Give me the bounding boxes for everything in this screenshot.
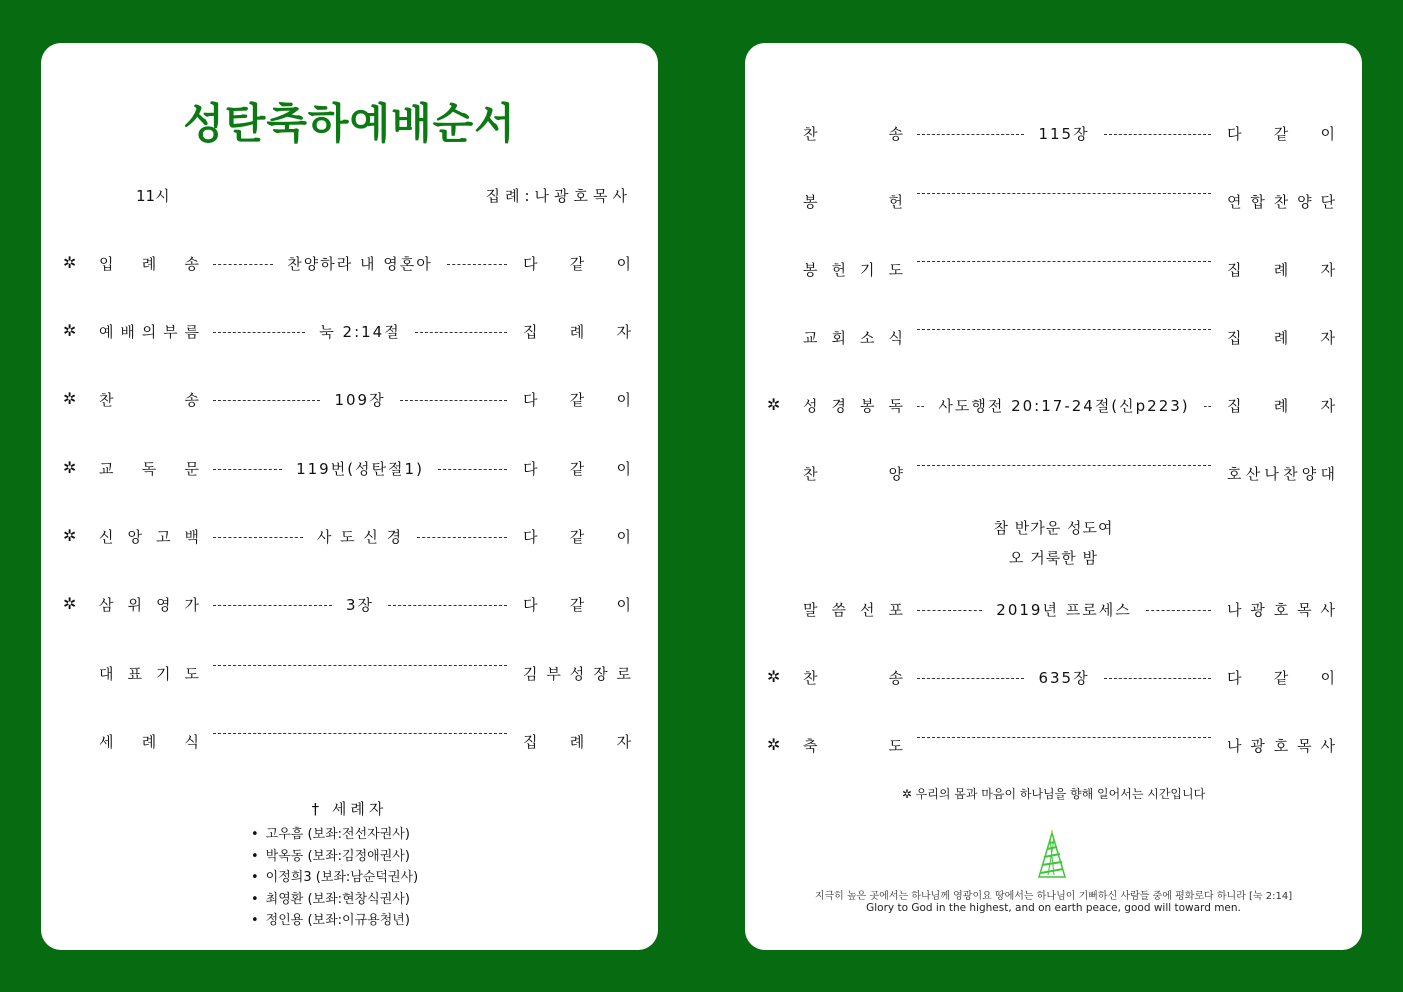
order-label-char: 독 xyxy=(888,397,903,415)
order-leader-char: 다 xyxy=(523,391,538,409)
order-label-char: 헌 xyxy=(888,193,903,211)
order-label-char: 봉 xyxy=(860,397,875,415)
standing-mark: ✲ xyxy=(63,253,77,272)
order-leader-char: 자 xyxy=(1320,329,1335,347)
order-leader-char: 다 xyxy=(523,596,538,614)
order-leader xyxy=(1227,395,1335,416)
order-label-char: 기 xyxy=(156,665,171,683)
order-leader xyxy=(523,526,631,547)
dotted-leader xyxy=(213,458,507,479)
order-label-char: 례 xyxy=(141,255,157,273)
order-leader xyxy=(523,663,631,684)
order-label-char: 영 xyxy=(156,596,171,614)
order-label-char: 식 xyxy=(184,733,199,751)
order-label xyxy=(803,123,903,144)
order-label xyxy=(99,253,199,274)
page-title: 성탄축하예배순서 xyxy=(183,99,516,148)
order-label-char: 봉 xyxy=(803,261,818,279)
order-label-char: 교 xyxy=(99,460,114,478)
standing-mark: ✲ xyxy=(63,458,77,477)
order-leader xyxy=(1227,123,1335,144)
dotted-leader xyxy=(917,667,1211,688)
order-row xyxy=(61,321,633,345)
order-leader-char: 례 xyxy=(569,323,585,341)
dotted-leader xyxy=(213,594,507,615)
order-leader-char: 같 xyxy=(1273,125,1289,143)
hymn-line: 참 반가운 성도여 xyxy=(993,519,1114,537)
order-leader-char: 호 xyxy=(1273,601,1289,619)
order-leader-char: 이 xyxy=(1320,125,1335,143)
standing-mark: ✲ xyxy=(63,526,77,545)
order-row xyxy=(765,191,1337,215)
order-label-char: 찬 xyxy=(803,125,818,143)
order-detail: 3장 xyxy=(345,596,375,614)
order-label xyxy=(803,667,903,688)
dotted-leader xyxy=(213,731,507,734)
order-row xyxy=(765,463,1337,487)
order-label xyxy=(99,458,199,479)
order-label xyxy=(99,594,199,615)
dotted-leader xyxy=(213,253,507,274)
dotted-leader xyxy=(213,321,507,342)
order-row xyxy=(765,259,1337,283)
dotted-leader xyxy=(917,735,1211,738)
order-label-char: 식 xyxy=(888,329,903,347)
order-leader-char: 장 xyxy=(593,665,608,683)
baptism-candidate: • 고우흠 (보좌:전선자권사) xyxy=(251,824,418,846)
order-detail: 2019년 프로세스 xyxy=(996,601,1132,619)
order-label-char: 대 xyxy=(99,665,114,683)
order-label xyxy=(99,321,199,342)
order-leader xyxy=(1227,191,1335,212)
order-detail: 115장 xyxy=(1038,125,1090,143)
order-leader-char: 례 xyxy=(1273,397,1289,415)
right-page xyxy=(745,43,1362,950)
order-label-char: 독 xyxy=(141,460,157,478)
order-label-char: 헌 xyxy=(831,261,846,279)
order-label-char: 말 xyxy=(803,601,818,619)
order-label xyxy=(803,327,903,348)
order-leader xyxy=(1227,667,1335,688)
order-row xyxy=(61,253,633,277)
order-row xyxy=(61,663,633,687)
order-label-char: 삼 xyxy=(99,596,114,614)
order-leader xyxy=(523,253,631,274)
order-leader-char: 다 xyxy=(523,255,538,273)
order-label xyxy=(803,395,903,416)
order-leader-char: 집 xyxy=(1227,397,1242,415)
order-label-char: 경 xyxy=(831,397,846,415)
order-leader-char: 같 xyxy=(569,528,585,546)
order-leader xyxy=(523,458,631,479)
order-leader-char: 례 xyxy=(1273,261,1289,279)
order-leader-char: 부 xyxy=(546,665,561,683)
christmas-tree-icon xyxy=(1037,829,1067,881)
order-label xyxy=(803,735,903,756)
order-leader-char: 양 xyxy=(1301,465,1317,483)
order-leader-char: 다 xyxy=(523,528,538,546)
order-leader-char: 자 xyxy=(616,323,631,341)
order-label xyxy=(99,389,199,410)
baptism-heading: † 세례자 xyxy=(311,800,388,818)
dotted-leader xyxy=(917,191,1211,194)
order-leader-char: 다 xyxy=(523,460,538,478)
order-leader xyxy=(1227,599,1335,620)
order-leader-char: 같 xyxy=(569,391,585,409)
standing-mark: ✲ xyxy=(63,321,77,340)
order-label-char: 봉 xyxy=(803,193,818,211)
order-label-char: 도 xyxy=(184,665,199,683)
officiant: 집례:나광호목사 xyxy=(485,187,632,205)
order-label-char: 도 xyxy=(888,737,903,755)
order-row xyxy=(61,594,633,618)
order-leader xyxy=(1227,259,1335,280)
dotted-leader xyxy=(917,123,1211,144)
order-leader-char: 찬 xyxy=(1273,193,1289,211)
order-row xyxy=(765,599,1337,623)
order-label-char: 예 xyxy=(99,323,114,341)
dotted-leader xyxy=(213,526,507,547)
order-leader-char: 양 xyxy=(1297,193,1312,211)
order-row xyxy=(765,395,1337,419)
order-row xyxy=(61,389,633,413)
standing-mark: ✲ xyxy=(767,667,781,686)
order-leader xyxy=(1227,327,1335,348)
order-row xyxy=(765,667,1337,691)
standing-mark: ✲ xyxy=(767,395,781,414)
order-leader-char: 광 xyxy=(1250,737,1265,755)
dotted-leader xyxy=(917,259,1211,262)
order-leader xyxy=(523,594,631,615)
order-leader-char: 자 xyxy=(616,733,631,751)
order-leader-char: 이 xyxy=(1320,669,1335,687)
order-label-char: 름 xyxy=(184,323,199,341)
order-label-char: 찬 xyxy=(99,391,114,409)
order-leader xyxy=(523,389,631,410)
order-label-char: 송 xyxy=(888,125,903,143)
order-leader-char: 다 xyxy=(1227,125,1242,143)
order-label-char: 고 xyxy=(156,528,171,546)
order-leader-char: 집 xyxy=(1227,261,1242,279)
order-leader-char: 이 xyxy=(616,391,631,409)
standing-note: ✲ 우리의 몸과 마음이 하나님을 향해 일어서는 시간입니다 xyxy=(901,787,1206,801)
order-leader xyxy=(523,731,631,752)
baptism-candidate: • 정인용 (보좌:이규용청년) xyxy=(251,910,418,932)
order-leader-char: 례 xyxy=(1273,329,1289,347)
order-row xyxy=(765,123,1337,147)
order-leader-char: 호 xyxy=(1227,465,1242,483)
order-detail: 109장 xyxy=(334,391,386,409)
order-label xyxy=(803,463,903,484)
order-label-char: 송 xyxy=(888,669,903,687)
order-leader-char: 목 xyxy=(1297,601,1312,619)
order-label-char: 교 xyxy=(803,329,818,347)
order-label-char: 소 xyxy=(860,329,875,347)
order-label-char: 씀 xyxy=(831,601,846,619)
order-detail: 635장 xyxy=(1038,669,1090,687)
order-row xyxy=(61,731,633,755)
order-row xyxy=(765,735,1337,759)
dotted-leader xyxy=(213,663,507,666)
order-label-char: 부 xyxy=(163,323,178,341)
order-leader-char: 집 xyxy=(1227,329,1242,347)
order-detail: 찬양하라 내 영혼아 xyxy=(287,255,433,273)
baptism-candidate: • 박옥동 (보좌:김정애권사) xyxy=(251,846,418,868)
order-leader-char: 이 xyxy=(616,460,631,478)
baptism-candidate: • 이정희3 (보좌:남순덕권사) xyxy=(251,867,418,889)
order-label-char: 례 xyxy=(141,733,157,751)
standing-mark: ✲ xyxy=(63,389,77,408)
order-label-char: 가 xyxy=(184,596,199,614)
order-label-char: 선 xyxy=(860,601,875,619)
dotted-leader xyxy=(917,463,1211,466)
baptism-candidate: • 최영환 (보좌:현창식권사) xyxy=(251,889,418,911)
order-label-char: 문 xyxy=(184,460,199,478)
dotted-leader xyxy=(917,599,1211,620)
order-leader-char: 례 xyxy=(569,733,585,751)
order-detail: 눅 2:14절 xyxy=(319,323,401,341)
order-leader-char: 같 xyxy=(569,596,585,614)
order-leader-char: 같 xyxy=(569,460,585,478)
order-leader-char: 성 xyxy=(569,665,585,683)
order-label-char: 배 xyxy=(120,323,135,341)
order-leader-char: 나 xyxy=(1227,737,1242,755)
order-leader-char: 이 xyxy=(616,255,631,273)
service-time: 11시 xyxy=(136,187,170,205)
order-leader-char: 나 xyxy=(1264,465,1279,483)
order-leader xyxy=(1227,735,1335,756)
order-leader xyxy=(1227,463,1335,484)
verse-korean: 지극히 높은 곳에서는 하나님께 영광이요 땅에서는 하나님이 기뻐하신 사람들 중에 평화로다 하니라 [눅 2:14] xyxy=(814,891,1293,902)
order-leader-char: 대 xyxy=(1320,465,1335,483)
order-leader-char: 단 xyxy=(1320,193,1335,211)
baptism-list xyxy=(251,824,418,932)
order-label-char: 앙 xyxy=(127,528,142,546)
order-label-char: 기 xyxy=(860,261,875,279)
order-label xyxy=(803,259,903,280)
order-leader-char: 로 xyxy=(616,665,631,683)
order-leader-char: 자 xyxy=(1320,261,1335,279)
order-label-char: 의 xyxy=(141,323,157,341)
order-label xyxy=(99,663,199,684)
order-label xyxy=(803,599,903,620)
order-label-char: 위 xyxy=(127,596,142,614)
order-leader-char: 호 xyxy=(1273,737,1289,755)
order-leader-char: 이 xyxy=(616,596,631,614)
order-label-char: 찬 xyxy=(803,465,818,483)
order-label-char: 포 xyxy=(888,601,903,619)
order-leader-char: 이 xyxy=(616,528,631,546)
order-label-char: 찬 xyxy=(803,669,818,687)
order-label-char: 신 xyxy=(99,528,114,546)
order-label-char: 세 xyxy=(99,733,114,751)
verse-english: Glory to God in the highest, and on earth peace, good will toward men. xyxy=(866,902,1241,914)
order-leader-char: 김 xyxy=(523,665,538,683)
order-label-char: 백 xyxy=(184,528,199,546)
order-label xyxy=(803,191,903,212)
order-leader-char: 합 xyxy=(1250,193,1265,211)
order-label-char: 축 xyxy=(803,737,818,755)
order-leader-char: 찬 xyxy=(1283,465,1298,483)
order-leader-char: 다 xyxy=(1227,669,1242,687)
order-detail: 사도행전 20:17-24절(신p223) xyxy=(938,397,1190,415)
order-row xyxy=(765,327,1337,351)
dotted-leader xyxy=(213,389,507,410)
order-leader-char: 집 xyxy=(523,323,538,341)
order-label-char: 회 xyxy=(831,329,846,347)
order-leader-char: 같 xyxy=(569,255,585,273)
order-leader-char: 같 xyxy=(1273,669,1289,687)
order-detail: 사 도 신 경 xyxy=(316,528,404,546)
order-label-char: 송 xyxy=(184,255,199,273)
order-detail: 119번(성탄절1) xyxy=(296,460,424,478)
order-leader-char: 집 xyxy=(523,733,538,751)
order-label-char: 성 xyxy=(803,397,818,415)
order-leader-char: 목 xyxy=(1297,737,1312,755)
standing-mark: ✲ xyxy=(767,735,781,754)
order-leader-char: 사 xyxy=(1320,737,1335,755)
order-leader xyxy=(523,321,631,342)
order-label xyxy=(99,731,199,752)
order-label-char: 도 xyxy=(888,261,903,279)
order-leader-char: 연 xyxy=(1227,193,1242,211)
order-leader-char: 산 xyxy=(1245,465,1261,483)
order-leader-char: 나 xyxy=(1227,601,1242,619)
order-label-char: 표 xyxy=(127,665,142,683)
order-row xyxy=(61,526,633,550)
order-row xyxy=(61,458,633,482)
standing-mark: ✲ xyxy=(63,594,77,613)
order-leader-char: 광 xyxy=(1250,601,1265,619)
order-label-char: 송 xyxy=(184,391,199,409)
dotted-leader xyxy=(917,327,1211,330)
hymn-line: 오 거룩한 밤 xyxy=(1009,549,1098,567)
order-leader-char: 사 xyxy=(1320,601,1335,619)
order-label-char: 입 xyxy=(99,255,114,273)
order-label xyxy=(99,526,199,547)
order-label-char: 양 xyxy=(888,465,903,483)
dotted-leader xyxy=(917,395,1211,416)
order-leader-char: 자 xyxy=(1320,397,1335,415)
left-page xyxy=(41,43,658,950)
